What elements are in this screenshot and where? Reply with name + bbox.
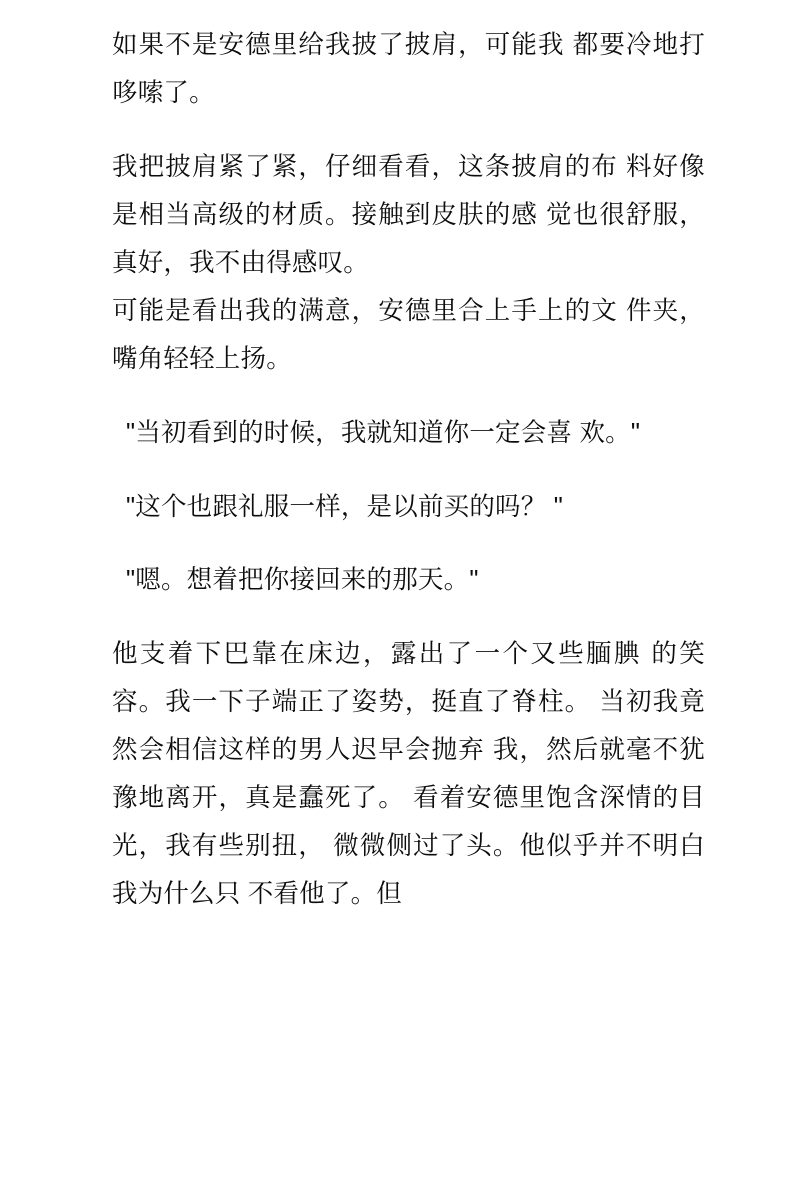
paragraph: 如果不是安德里给我披了披肩，可能我 都要冷地打哆嗦了。 — [112, 31, 705, 107]
dialogue-line: "嗯。想着把你接回来的那天。" — [126, 566, 479, 595]
dialogue-line: "这个也跟礼服一样，是以前买的吗？ " — [126, 492, 563, 521]
dialogue-line: "当初看到的时候，我就知道你一定会喜 欢。" — [126, 418, 641, 447]
paragraph: 我把披肩紧了紧，仔细看看，这条披肩的布 料好像是相当高级的材质。接触到皮肤的感 觉也很舒服，真好，我不由得感叹。 — [112, 152, 705, 277]
paragraph: 他支着下巴靠在床边，露出了一个又些腼腆 的笑容。我一下子端正了姿势，挺直了脊柱。 当初我竟然会相信这样的男人迟早会抛弃 我，然后就毫不犹豫地离开，真是蠢死了。 看着安德里饱含深情的目光，我有些别扭， 微微侧过了头。他似乎并不明白我为什么只 不看他了。但 — [112, 640, 705, 909]
paragraph: 可能是看出我的满意，安德里合上手上的文 件夹，嘴角轻轻上扬。 — [112, 296, 705, 373]
